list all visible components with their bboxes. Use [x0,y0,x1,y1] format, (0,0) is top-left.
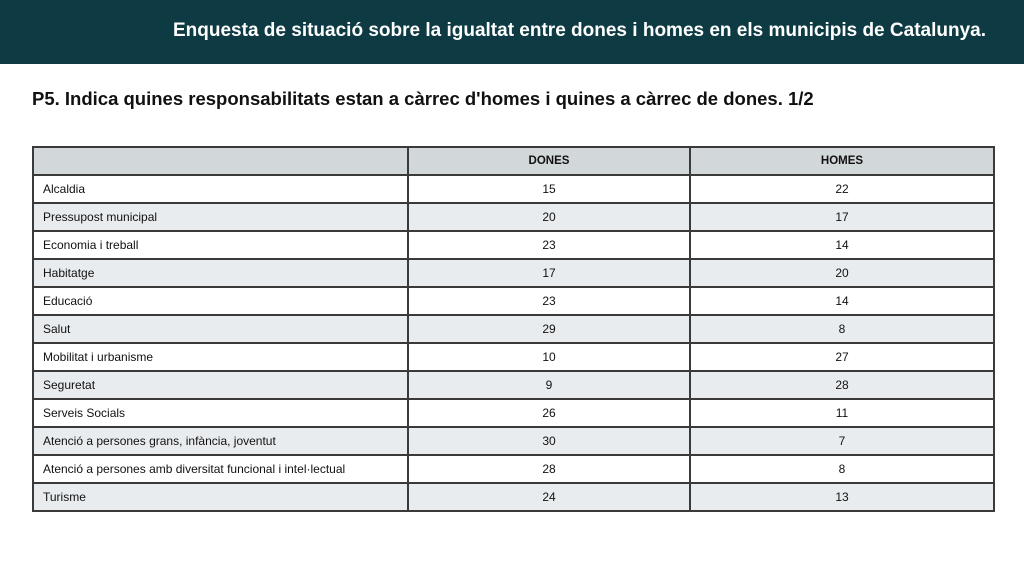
header-bar [0,0,1024,64]
homes-value: 14 [690,287,994,315]
row-label: Seguretat [33,371,408,399]
dones-value: 10 [408,343,690,371]
row-label: Economia i treball [33,231,408,259]
row-label: Pressupost municipal [33,203,408,231]
dones-value: 28 [408,455,690,483]
dones-value: 17 [408,259,690,287]
results-table [32,146,995,512]
homes-value: 13 [690,483,994,511]
table-row [33,287,994,315]
row-label: Alcaldia [33,175,408,203]
homes-value: 22 [690,175,994,203]
table-row [33,175,994,203]
homes-value: 7 [690,427,994,455]
homes-value: 17 [690,203,994,231]
row-label: Serveis Socials [33,399,408,427]
homes-value: 20 [690,259,994,287]
dones-value: 20 [408,203,690,231]
dones-value: 15 [408,175,690,203]
homes-value: 27 [690,343,994,371]
table-row [33,399,994,427]
table-row [33,259,994,287]
header-cell-dones: DONES [408,147,690,175]
table-row [33,371,994,399]
table-row [33,203,994,231]
dones-value: 23 [408,231,690,259]
dones-value: 26 [408,399,690,427]
homes-value: 28 [690,371,994,399]
row-label: Atenció a persones grans, infància, joventut [33,427,408,455]
dones-value: 30 [408,427,690,455]
table-row [33,427,994,455]
dones-value: 9 [408,371,690,399]
header-cell-empty [33,147,408,175]
table-row [33,455,994,483]
table-row [33,231,994,259]
row-label: Turisme [33,483,408,511]
question-title: P5. Indica quines responsabilitats estan a càrrec d'homes i quines a càrrec de dones. 1/2 [32,88,814,109]
homes-value: 8 [690,315,994,343]
row-label: Habitatge [33,259,408,287]
header-title: Enquesta de situació sobre la igualtat entre dones i homes en els municipis de Catalunya. [173,20,986,41]
table-header-row [33,147,994,175]
row-label: Salut [33,315,408,343]
homes-value: 8 [690,455,994,483]
row-label: Atenció a persones amb diversitat funcional i intel·lectual [33,455,408,483]
dones-value: 24 [408,483,690,511]
dones-value: 23 [408,287,690,315]
dones-value: 29 [408,315,690,343]
table-row [33,315,994,343]
homes-value: 14 [690,231,994,259]
homes-value: 11 [690,399,994,427]
table-row [33,483,994,511]
row-label: Mobilitat i urbanisme [33,343,408,371]
table-row [33,343,994,371]
row-label: Educació [33,287,408,315]
header-cell-homes: HOMES [690,147,994,175]
